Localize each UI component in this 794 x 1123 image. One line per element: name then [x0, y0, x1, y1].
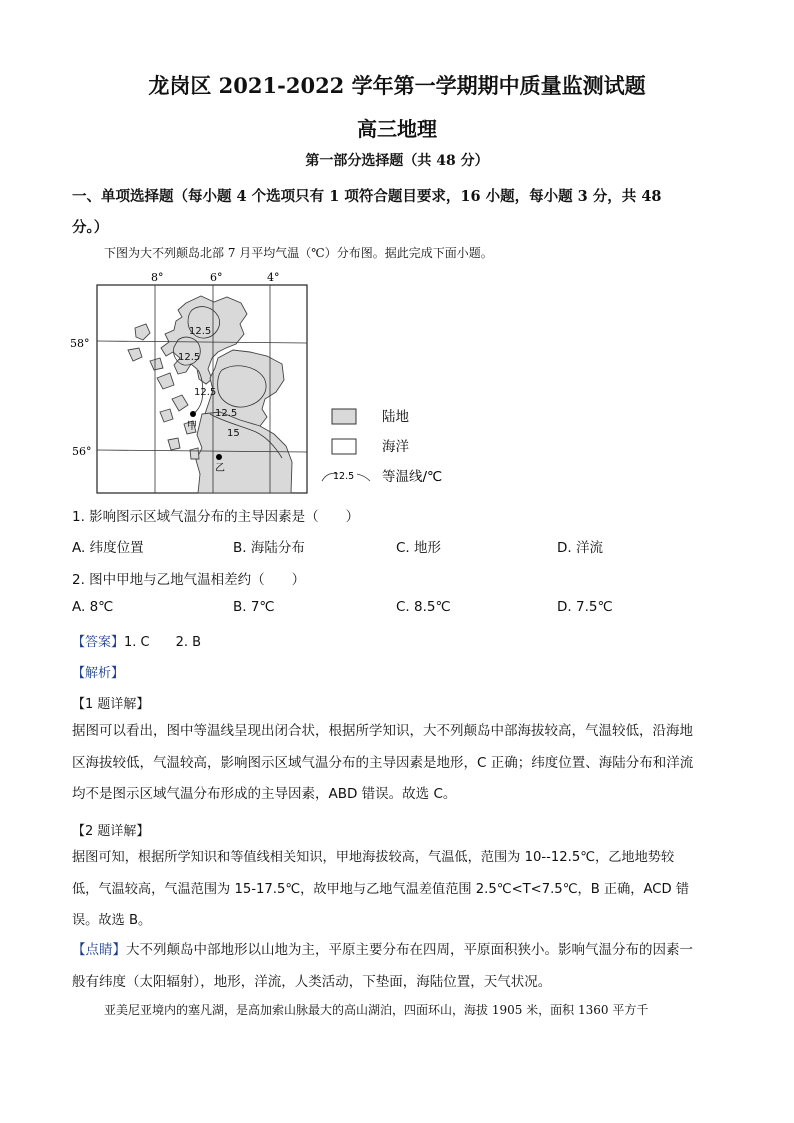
detail-1-line: 均不是图示区域气温分布形成的主导因素，ABD 错误。故选 C。 [72, 786, 457, 802]
question-2-option-a: A. 8℃ [72, 599, 114, 615]
answer-2: 2. B [175, 635, 202, 650]
lon-label-4: 4° [267, 271, 280, 284]
detail-2-line: 据图可知，根据所学知识和等值线相关知识，甲地海拔较高，气温低，范围为 10--12.5℃，乙地地势较 [72, 850, 675, 865]
detail-2-line: 低，气温较高，气温范围为 15-17.5℃，故甲地与乙地气温差值范围 2.5℃<T<7.5℃，B 正确，ACD 错 [72, 881, 690, 897]
isotherm-label: 12.5 [194, 387, 217, 398]
comment-text: 大不列颠岛中部地形以山地为主，平原主要分布在四周，平原面积狭小。影响气温分布的因素一 [126, 942, 693, 958]
section-heading-line1: 一、单项选择题（每小题 4 个选项只有 1 项符合题目要求，16 小题，每小题 3 分，共 48 [72, 188, 662, 205]
question-1-option-b: B. 海陆分布 [233, 540, 305, 556]
answer-line [72, 631, 201, 650]
legend-isotherm-sample: 12.5 [333, 471, 355, 482]
question-2-stem: 2. 图中甲地与乙地气温相差约（ ） [72, 572, 306, 588]
comment-line-2: 般有纬度（太阳辐射），地形，洋流，人类活动，下垫面，海陆位置，天气状况。 [72, 973, 552, 990]
legend-isotherm-line-right [357, 474, 370, 481]
isotherm-label: 12.5 [215, 408, 238, 419]
question-1-option-d: D. 洋流 [557, 540, 603, 556]
question-1-stem: 1. 影响图示区域气温分布的主导因素是（ ） [72, 509, 360, 525]
section-heading-line2: 分。） [72, 219, 109, 236]
legend-sea-label: 海洋 [382, 439, 409, 455]
lon-label-8: 8° [151, 271, 164, 284]
isotherm-label: 15 [227, 428, 240, 439]
detail-2-paragraph [72, 842, 722, 937]
detail-1-line: 据图可以看出，图中等温线呈现出闭合状，根据所学知识，大不列颠岛中部海拔较高，气温较低，沿海地 [72, 723, 693, 739]
analysis-label: 【解析】 [72, 666, 125, 681]
point-yi-marker [216, 454, 222, 460]
comment-paragraph [72, 935, 722, 998]
detail-1-label: 【1 题详解】 [72, 697, 150, 712]
question-intro: 下图为大不列颠岛北部 7 月平均气温（℃）分布图。据此完成下面小题。 [104, 246, 493, 260]
temperature-map-figure [60, 262, 460, 497]
lat-label-56: 56° [72, 445, 92, 458]
exam-title: 龙岗区 2021-2022 学年第一学期期中质量监测试题 [148, 73, 646, 98]
comment-line-1 [72, 935, 722, 967]
question-2-option-b: B. 7℃ [233, 599, 275, 615]
detail-2-label: 【2 题详解】 [72, 824, 150, 839]
point-jia-label: 甲 [187, 421, 197, 432]
comment-label: 【点睛】 [72, 942, 126, 958]
subject-title: 高三地理 [357, 117, 437, 141]
question-1-option-c: C. 地形 [396, 540, 442, 556]
detail-2-line: 误。故选 B。 [72, 913, 152, 928]
detail-1-paragraph [72, 716, 722, 811]
section-heading [72, 181, 722, 243]
isotherm-label: 12.5 [189, 326, 212, 337]
answer-label: 【答案】 [72, 635, 125, 650]
legend-isotherm-label: 等温线/℃ [382, 469, 443, 485]
isotherm-label: 12.5 [178, 352, 201, 363]
island [190, 448, 199, 459]
legend-land-label: 陆地 [382, 409, 409, 425]
next-question-intro: 亚美尼亚境内的塞凡湖，是高加索山脉最大的高山湖泊，四面环山，海拔 1905 米，面积 1360 平方千 [104, 1003, 649, 1017]
question-1-option-a: A. 纬度位置 [72, 540, 144, 556]
detail-1-line: 区海拔较低，气温较高，影响图示区域气温分布的主导因素是地形，C 正确；纬度位置、海陆分布和洋流 [72, 754, 694, 771]
lon-label-6: 6° [210, 271, 223, 284]
point-jia-marker [190, 411, 196, 417]
question-2-option-c: C. 8.5℃ [396, 599, 451, 615]
legend-sea-swatch [332, 439, 356, 454]
lat-label-58: 58° [70, 337, 90, 350]
legend-land-swatch [332, 409, 356, 424]
point-yi-label: 乙 [215, 463, 225, 474]
question-2-option-d: D. 7.5℃ [557, 599, 613, 615]
part-title: 第一部分选择题（共 48 分） [305, 153, 489, 169]
answer-1: 1. C [124, 635, 150, 650]
